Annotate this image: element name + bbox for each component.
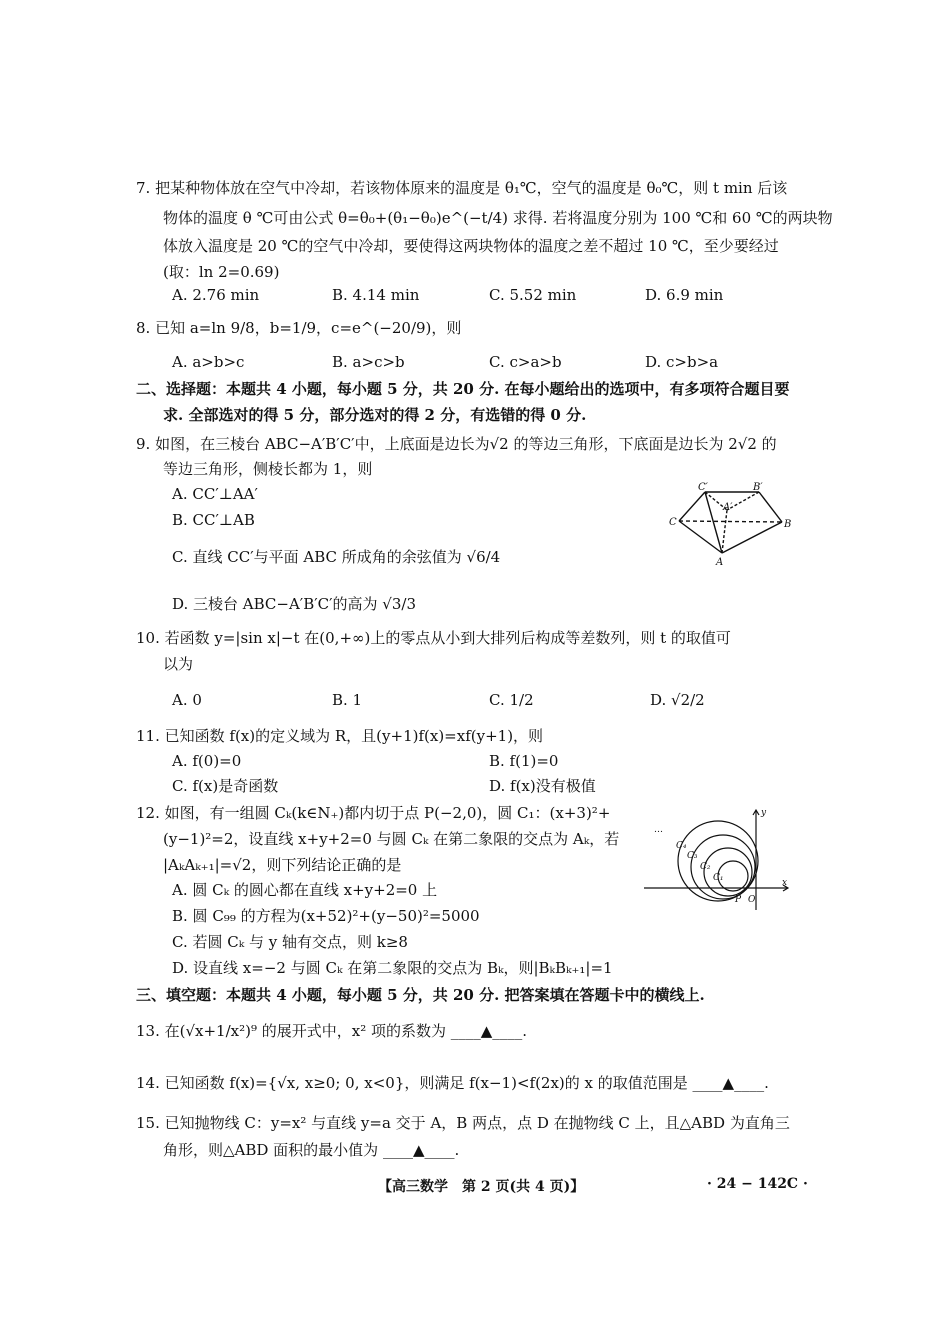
q12-option-a: A. 圆 Cₖ 的圆心都在直线 x+y+2=0 上 bbox=[172, 881, 438, 899]
circles-label-o: O bbox=[748, 895, 756, 905]
circles-label-y: y bbox=[761, 808, 767, 818]
q8-option-b: B. a>c>b bbox=[332, 353, 405, 371]
q7-line-2: 物体的温度 θ ℃可由公式 θ=θ₀+(θ₁−θ₀)e^(−t/4) 求得. 若将温度分别为 100 ℃和 60 ℃的两块物 bbox=[163, 209, 833, 227]
q7-line-4: (取：ln 2=0.69) bbox=[163, 263, 280, 281]
frustum-label-a1: A′ bbox=[723, 502, 733, 513]
q12-line-2: (y−1)²=2，设直线 x+y+2=0 与圆 Cₖ 在第二象限的交点为 Aₖ，若 bbox=[163, 830, 620, 848]
q9-option-c: C. 直线 CC′与平面 ABC 所成角的余弦值为 √6/4 bbox=[172, 548, 501, 566]
q10-line-1: 10. 若函数 y=|sin x|−t 在(0,+∞)上的零点从小到大排列后构成等差数列，则 t 的取值可 bbox=[136, 629, 731, 647]
q13-line-1: 13. 在(√x+1/x²)⁹ 的展开式中，x² 项的系数为 ____▲____. bbox=[136, 1022, 528, 1040]
q11-option-d: D. f(x)没有极值 bbox=[489, 777, 596, 795]
frustum-label-b1: B′ bbox=[753, 482, 763, 493]
section-2-line-1: 二、选择题：本题共 4 小题，每小题 5 分，共 20 分. 在每小题给出的选项中，有多项符合题目要 bbox=[136, 380, 790, 398]
q8-line-1: 8. 已知 a=ln 9/8，b=1/9，c=e^(−20/9)，则 bbox=[136, 319, 462, 337]
q8-option-a: A. a>b>c bbox=[172, 353, 245, 371]
frustum-edge-c-b bbox=[679, 521, 782, 522]
circles-label-x: x bbox=[782, 878, 788, 888]
q7-option-b: B. 4.14 min bbox=[332, 286, 420, 304]
frustum-label-a: A bbox=[716, 557, 724, 568]
frustum-edge-b-a bbox=[722, 522, 782, 553]
q9-line-2: 等边三角形，侧棱长都为 1，则 bbox=[163, 460, 373, 478]
q10-option-d: D. √2/2 bbox=[650, 691, 705, 709]
q14-line-1: 14. 已知函数 f(x)={√x, x≥0; 0, x<0}，则满足 f(x−1)<f(2x)的 x 的取值范围是 ____▲____. bbox=[136, 1074, 769, 1092]
q12-line-1: 12. 如图，有一组圆 Cₖ(k∈N₊)都内切于点 P(−2,0)，圆 C₁：(x+3)²+ bbox=[136, 804, 611, 822]
circles-label-c2: C₂ bbox=[700, 862, 711, 872]
q7-line-3: 体放入温度是 20 ℃的空气中冷却，要使得这两块物体的温度之差不超过 10 ℃，至少要经过 bbox=[163, 237, 779, 255]
frustum-edge-c-c1 bbox=[679, 492, 705, 521]
frustum-figure bbox=[664, 478, 794, 568]
q15-line-1: 15. 已知抛物线 C：y=x² 与直线 y=a 交于 A，B 两点，点 D 在抛物线 C 上，且△ABD 为直角三 bbox=[136, 1114, 790, 1132]
page-footer: 【高三数学 第 2 页(共 4 页)】 bbox=[378, 1179, 585, 1195]
frustum-edge-a-c1 bbox=[705, 492, 722, 553]
q12-option-c: C. 若圆 Cₖ 与 y 轴有交点，则 k≥8 bbox=[172, 933, 408, 951]
q10-option-c: C. 1/2 bbox=[489, 691, 534, 709]
q15-line-2: 角形，则△ABD 面积的最小值为 ____▲____. bbox=[163, 1141, 460, 1159]
frustum-label-c1: C′ bbox=[698, 482, 708, 493]
q10-option-b: B. 1 bbox=[332, 691, 363, 709]
q10-line-2: 以为 bbox=[163, 655, 194, 673]
q11-line-1: 11. 已知函数 f(x)的定义域为 R，且(y+1)f(x)=xf(y+1)，则 bbox=[136, 727, 544, 745]
q12-option-d: D. 设直线 x=−2 与圆 Cₖ 在第二象限的交点为 Bₖ，则|BₖBₖ₊₁|=1 bbox=[172, 959, 613, 977]
circles-label-c1: C₁ bbox=[713, 873, 724, 883]
circles-label-c3: C₃ bbox=[687, 851, 698, 861]
q9-option-d: D. 三棱台 ABC−A′B′C′的高为 √3/3 bbox=[172, 595, 416, 613]
q7-option-a: A. 2.76 min bbox=[172, 286, 260, 304]
section-3-line-1: 三、填空题：本题共 4 小题，每小题 5 分，共 20 分. 把答案填在答题卡中的横线上. bbox=[136, 986, 705, 1004]
page-code: · 24 − 142C · bbox=[707, 1176, 808, 1192]
circles-ellipsis: … bbox=[654, 825, 663, 835]
q7-option-c: C. 5.52 min bbox=[489, 286, 577, 304]
q12-line-3: |AₖAₖ₊₁|=√2，则下列结论正确的是 bbox=[163, 856, 402, 874]
q12-option-b: B. 圆 C₉₉ 的方程为(x+52)²+(y−50)²=5000 bbox=[172, 907, 480, 925]
q9-option-a: A. CC′⊥AA′ bbox=[172, 485, 258, 503]
q7-line-1: 7. 把某种物体放在空气中冷却，若该物体原来的温度是 θ₁℃，空气的温度是 θ₀℃，则 t min 后该 bbox=[136, 179, 788, 197]
circles-label-c4: C₄ bbox=[676, 841, 687, 851]
q8-option-d: D. c>b>a bbox=[645, 353, 719, 371]
q9-option-b: B. CC′⊥AB bbox=[172, 511, 255, 529]
frustum-edge-c-a bbox=[679, 521, 722, 553]
q9-line-1: 9. 如图，在三棱台 ABC−A′B′C′中，上底面是边长为√2 的等边三角形，下底面是边长为 2√2 的 bbox=[136, 435, 777, 453]
q7-option-d: D. 6.9 min bbox=[645, 286, 724, 304]
frustum-label-c: C bbox=[669, 517, 677, 528]
q11-option-b: B. f(1)=0 bbox=[489, 752, 559, 770]
circles-label-p: P bbox=[735, 895, 742, 905]
frustum-edge-a-a1 bbox=[722, 510, 727, 553]
circle-c2 bbox=[704, 848, 752, 896]
q11-option-c: C. f(x)是奇函数 bbox=[172, 777, 279, 795]
q11-option-a: A. f(0)=0 bbox=[172, 752, 242, 770]
section-2-line-2: 求. 全部选对的得 5 分，部分选对的得 2 分，有选错的得 0 分. bbox=[163, 406, 587, 424]
frustum-edge-b-b1 bbox=[759, 492, 782, 522]
circles-figure bbox=[644, 802, 794, 914]
q8-option-c: C. c>a>b bbox=[489, 353, 562, 371]
q10-option-a: A. 0 bbox=[172, 691, 202, 709]
frustum-label-b: B bbox=[784, 519, 792, 530]
